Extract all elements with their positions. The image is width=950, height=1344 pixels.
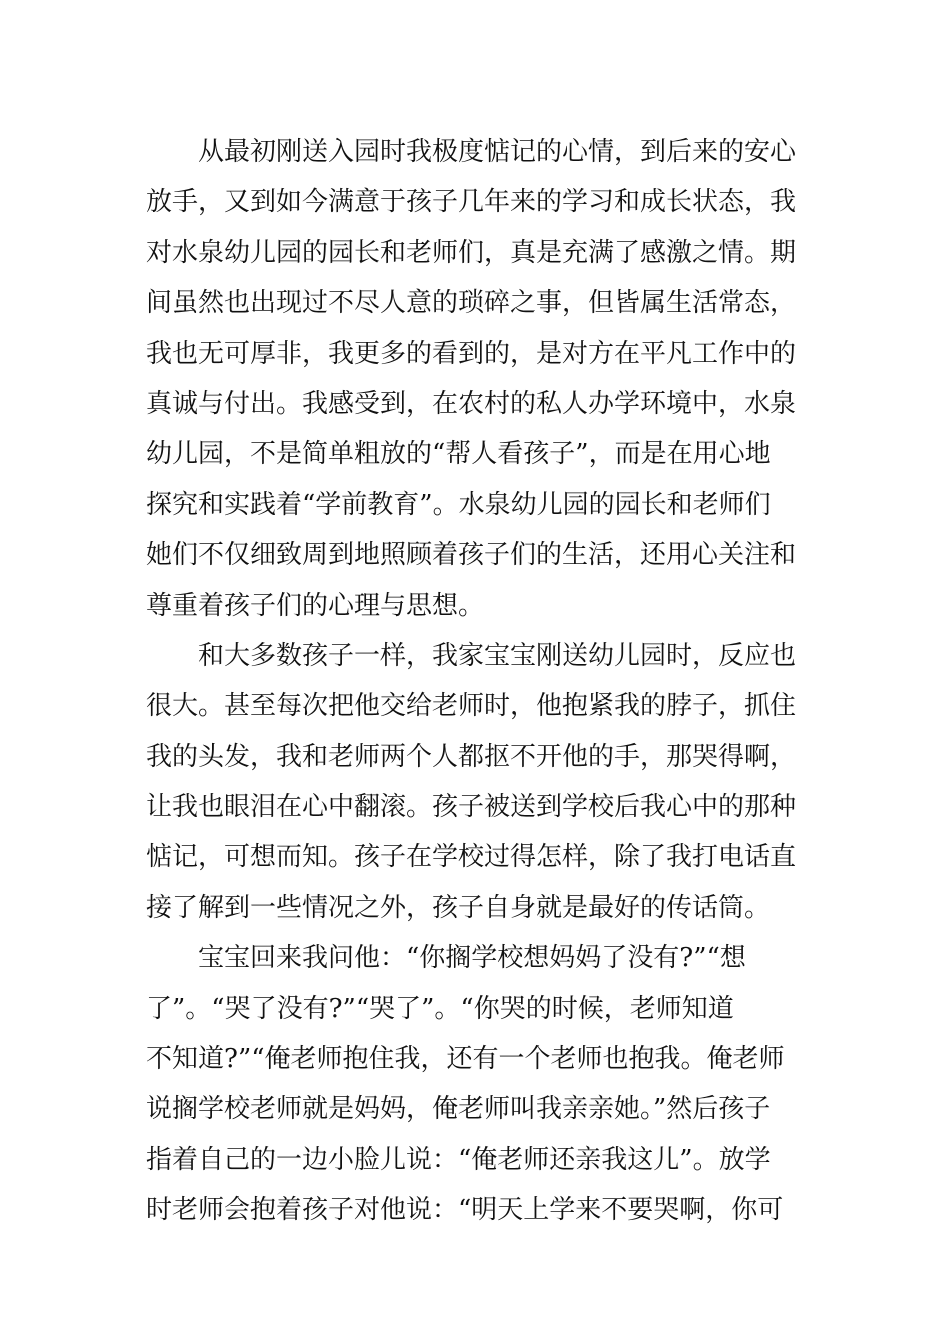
paragraph-1-line-1: 从最初刚送入园时我极度惦记的心情，到后来的安心 [198,137,797,167]
paragraph-1-line-9: 她们不仅细致周到地照顾着孩子们的生活，还用心关注和 [146,540,797,571]
paragraph-3-line-1: 宝宝回来我问他：“你搁学校想妈妈了没有?”“想 [198,943,746,974]
body-text [146,127,806,1236]
paragraph-1-line-3: 对水泉幼儿园的园长和老师们，真是充满了感激之情。期 [146,237,797,268]
paragraph-3-line-2: 了”。“哭了没有?”“哭了”。“你哭的时候，老师知道 [146,993,734,1024]
paragraph-1-line-6: 真诚与付出。我感受到，在农村的私人办学环境中，水泉 [146,388,797,419]
paragraph-3-line-3: 不知道?”“俺老师抱住我，还有一个老师也抱我。俺老师 [146,1044,785,1075]
paragraph-1-line-7: 幼儿园，不是简单粗放的“帮人看孩子”，而是在用心地 [146,439,771,470]
paragraph-2-line-6: 接了解到一些情况之外，孩子自身就是最好的传话筒。 [146,892,771,923]
paragraph-3-line-6: 时老师会抱着孩子对他说：“明天上学来不要哭啊，你可 [146,1195,784,1226]
paragraph-1-line-2: 放手，又到如今满意于孩子几年来的学习和成长状态，我 [146,187,797,218]
paragraph-2-line-3: 我的头发，我和老师两个人都抠不开他的手，那哭得啊， [146,741,797,772]
paragraph-3-line-4: 说搁学校老师就是妈妈，俺老师叫我亲亲她。”然后孩子 [146,1094,771,1125]
paragraph-1-line-10: 尊重着孩子们的心理与思想。 [146,590,485,621]
paragraph-1-line-8: 探究和实践着“学前教育”。水泉幼儿园的园长和老师们 [146,489,771,520]
paragraph-2-line-4: 让我也眼泪在心中翻滚。孩子被送到学校后我心中的那种 [146,792,797,823]
paragraph-2-line-2: 很大。甚至每次把他交给老师时，他抱紧我的脖子，抓住 [146,691,797,722]
paragraph-2-line-1: 和大多数孩子一样，我家宝宝刚送幼儿园时，反应也 [198,640,797,671]
paragraph-1-line-5: 我也无可厚非，我更多的看到的，是对方在平凡工作中的 [146,338,797,369]
paragraph-1-line-4: 间虽然也出现过不尽人意的琐碎之事，但皆属生活常态， [146,288,797,319]
paragraph-2-line-5: 惦记，可想而知。孩子在学校过得怎样，除了我打电话直 [146,842,797,873]
paragraph-3-line-5: 指着自己的一边小脸儿说：“俺老师还亲我这儿”。放学 [146,1144,771,1175]
